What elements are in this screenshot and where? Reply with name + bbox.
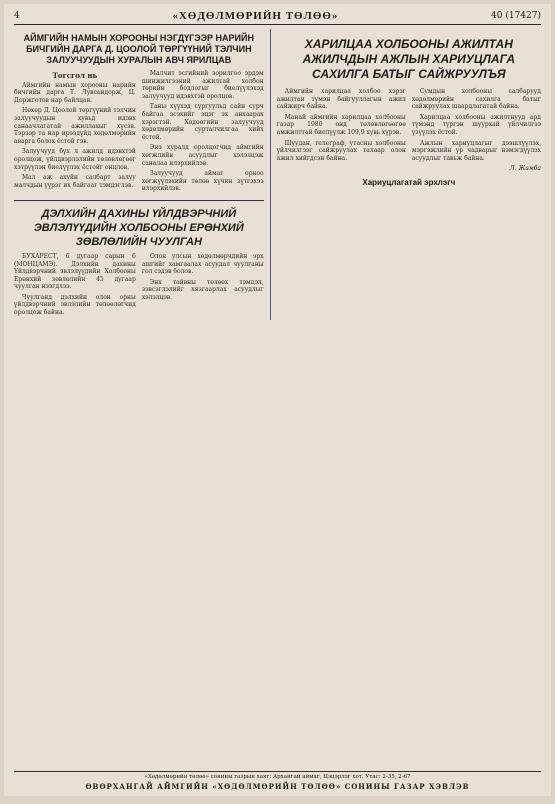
- printer-line: ӨВӨРХАНГАЙ АЙМГИЙН «ХӨДӨЛМӨРИЙН ТӨЛӨӨ» СОНИНЫ ГАЗАР ХЭВЛЭВ: [85, 782, 470, 791]
- article4-p2: Манай аймгийн харилцаа холбооны газар 1980 онд төлөвлөгөөгөө амжилттай биелүүлж 109,9 хувь хүрэв.: [276, 113, 406, 136]
- article2-p4: Залуучууд аймаг орноо хөгжүүлэхийн төлөө хүчин зүтгэхээ илэрхийлэв.: [141, 170, 264, 193]
- footer: [14, 771, 541, 790]
- article4-body: [277, 88, 541, 173]
- article3-p4: Энх тайвны төлөөх тэмцэл, зэвсэглэлийг хязгаарлах асуудлыг хэлэлцэв.: [141, 278, 264, 301]
- article4-col2: [412, 88, 541, 173]
- article4-p6: Ажлын хариуцлагыг дээшлүүлэх, мэргэжлийн ур чадварыг нэмэгдүүлэх асуудлыг тавьж байна.: [411, 139, 541, 162]
- article4-p4: Сумдын холбооны салбарууд хөдөлмөрийн сахилга батыг сайжруулах шаардлагатай байна.: [411, 88, 541, 111]
- article1-p2: Нөхөр Д. Цоолой төргүүний тэлчин залуучуудын хувьд идэвх санаачлагатай ажиллахыг хүсэв. Тэрээр та нар ирээдүйд хөдөлмөрийн аварга болох ёстой гэв.: [14, 107, 136, 145]
- article4-col1: [277, 88, 406, 173]
- newspaper-title: «ХӨДӨЛМӨРИЙН ТӨЛӨӨ»: [172, 10, 339, 22]
- article2-col: [142, 70, 264, 196]
- article2-p1: Малчит эсгийний зорилгоо эрдэм шинжилгээний ажилтай холбон төрийн бодлогыг биелүүлэхэд залуучууд идэвхтэй оролцов.: [141, 70, 264, 100]
- article2-p3: Энэ хуралд оролцогчид аймгийн хөгжлийн асуудлыг хэлэлцэж саналаа илэрхийлэв.: [141, 144, 264, 167]
- article3-p1: БУХАРЕСТ, 6 дугаар сарын 6 (МОНЦАМЭ). Дэлхийн дахины Үйлдвэрчний эвлэлүүдийн Холбооны Ерөнхий зөвлөлийн 45 дугаар чуулган нээгдлээ.: [14, 252, 136, 291]
- left-section: [14, 29, 264, 320]
- article4-signature: Л. Жамба: [509, 165, 541, 173]
- article3-body: [14, 253, 264, 320]
- article1-col1: [14, 70, 136, 196]
- issue-number: 40 (17427): [491, 11, 541, 21]
- article1-headline: АЙМГИЙН НАМЫН ХОРООНЫ НЭГДҮГЭЭР НАРИЙН БИЧГИЙН ДАРГА Д. ЦООЛОЙ ТӨРГҮҮНИЙ ТЭЛЧИН ЗАЛУУЧУУДЫН ХУРАЛЫН АВЧ ЯРИЛЦАВ: [23, 33, 254, 65]
- article1-p4: Мал аж ахуйн салбарт залуу малчдын үүрэг их байгааг тэмдэглэв.: [14, 174, 136, 189]
- article1-byline: Тогсгол нь: [52, 71, 98, 80]
- article4-p5: Харилцаа холбооны ажилтнууд ард түмэнд түргэн шуурхай үйлчилгээ үзүүлэх ёстой.: [411, 113, 541, 136]
- article1-p3: Залуучууд бүх л ажилд идэвхтэй оролцож, үйлдвэрлэлийн төлөвлөгөөг хэтрүүлэн биелүүлэх ёстойг онцлов.: [14, 148, 136, 171]
- article3-col1: [14, 253, 136, 320]
- page-number: 4: [14, 11, 20, 21]
- article3-p2: Чуулганд дэлхийн олон орны үйлдвэрчний эвлэлийн төлөөлөгчид оролцож байна.: [14, 293, 136, 317]
- article3-col2: [142, 253, 264, 320]
- newspaper-page: [4, 4, 551, 796]
- article2-p2: Таны хүүхэд сургуульд сайн сурч байгаа эсэхийг эцэг эх анхаарах хэрэгтэй. Хөдөөгийн залуучууд хөдөлмөрийн сурталчилгаа хийх ёстой.: [141, 103, 264, 141]
- article4-p3: Шуудан, телеграф, утасны холбооны үйлчилгээг сайжруулах талаар олон ажил хийгдсэн байна.: [276, 139, 406, 162]
- masthead: [14, 10, 541, 25]
- article3-headline: ДЭЛХИЙН ДАХИНЫ ҮЙЛДВЭРЧНИЙ ЭВЛЭЛҮҮДИЙН ХОЛБООНЫ ЕРӨНХИЙ ЗӨВЛӨЛИЙН ЧУУЛГАН: [33, 207, 244, 248]
- right-section: [270, 29, 541, 320]
- columns: [14, 29, 541, 320]
- article4-headline: ХАРИЛЦАА ХОЛБООНЫ АЖИЛТАН АЖИЛЧДЫН АЖЛЫН ХАРИУЦЛАГА САХИЛГА БАТЫГ САЙЖРУУЛЪЯ: [302, 37, 516, 81]
- article4-p1: Аймгийн харилцаа холбоо хэрэг ажилтан түмэн байгууллагын ажил сайжирч байна.: [276, 88, 406, 111]
- imprint: «Хөдөлмөрийн төлөө» сонины газрын хаяг: Архангай аймаг, Цэцэрлэг хот. Утас: 2-35, 2-67: [144, 774, 411, 780]
- editor-label: Хариуцлагатай эрхлэгч: [362, 177, 456, 187]
- article1-p1: Аймгийн намын хорооны нарийн бичгийн дарга Т. Лувсандорж, Ц. Доржготов нар байлцав.: [14, 81, 136, 104]
- article3-p3: Олон улсын хөдөлмөрчдийн эрх ашгийг хамгаалах асуудал чуулганы гол сэдэв болов.: [141, 252, 264, 276]
- divider: [14, 200, 264, 201]
- article1-body: [14, 70, 264, 196]
